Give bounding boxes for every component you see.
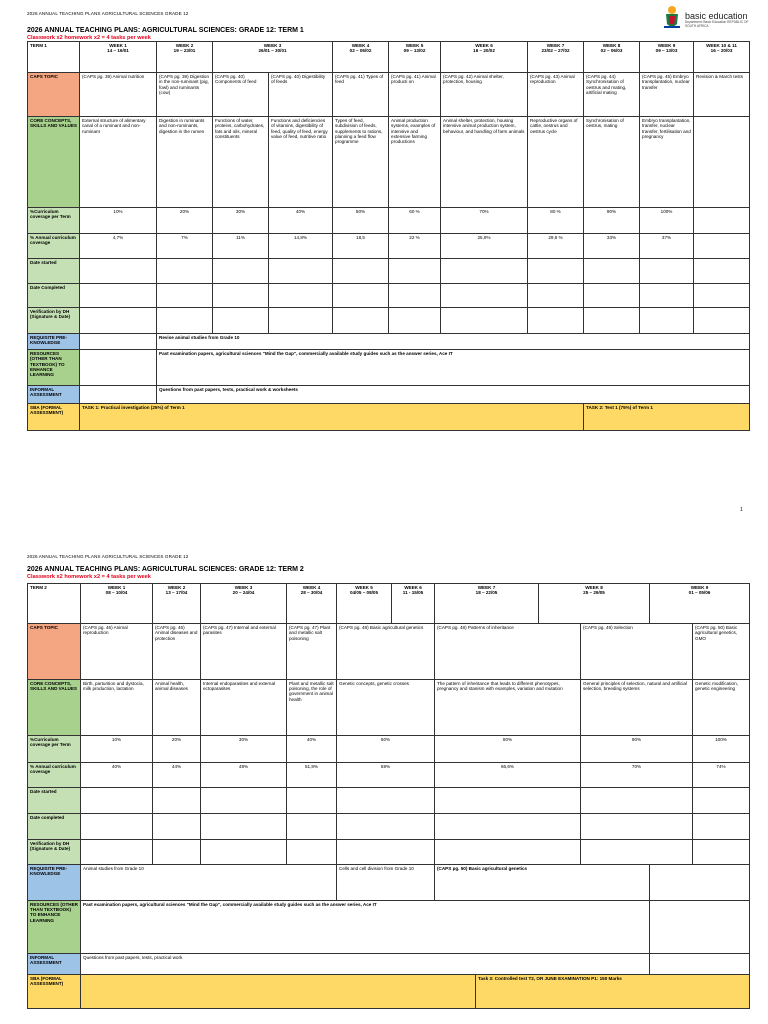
week-3-header: WEEK 3 26/01 – 30/01 <box>213 42 333 73</box>
pct-annual-cell: 25,9% <box>441 234 528 259</box>
caps-cell: (CAPS pg. 50) Basic agricultural genetics, GMO <box>693 623 750 679</box>
core-cell: Digestion in ruminants and non-ruminants, digestion in the rumen <box>157 117 213 208</box>
pct-term-cell: 10% <box>81 735 153 762</box>
date-completed-cell[interactable] <box>157 284 213 308</box>
pct-annual-cell: 48% <box>201 762 287 787</box>
pct-annual-cell: 29,6 % <box>528 234 584 259</box>
date-started-cell[interactable] <box>213 259 269 284</box>
informal-label: INFORMAL ASSESSMENT <box>28 953 81 974</box>
date-completed-row <box>28 813 750 839</box>
verification-cell[interactable] <box>441 308 528 334</box>
pct-term-cell: 20% <box>157 208 213 234</box>
caps-cell: (CAPS pg. 48) Patterns of inheritance <box>435 623 581 679</box>
verification-cell[interactable] <box>693 839 750 864</box>
date-started-cell[interactable] <box>80 259 157 284</box>
week-8-header: WEEK 8 02 – 06/03 <box>584 42 640 73</box>
core-cell: Synchronisation of oestrus, mating <box>584 117 640 208</box>
caps-cell: (CAPS pg. 43) Animal reproduction <box>528 73 584 117</box>
sba-label: SBA (FORMAL ASSESSMENT) <box>28 974 81 1008</box>
pct-annual-cell: 14,8% <box>269 234 333 259</box>
core-concepts-label: CORE CONCEPTS, SKILLS AND VALUES <box>28 117 80 208</box>
week-9-header: WEEK 9 01 – 05/06 <box>650 584 750 624</box>
resources-label: RESOURCES (OTHER THAN TEXTBOOK) TO ENHANCE LEARNING <box>28 900 81 953</box>
date-started-cell[interactable] <box>528 259 584 284</box>
core-cell: Functions and deficiencies of vitamins, digestibility of feed, quality of feed, energy value of feed, nutritive ratio <box>269 117 333 208</box>
pct-annual-cell: 70% <box>581 762 693 787</box>
pct-term-cell: 50% <box>333 208 389 234</box>
informal-text: Questions from past papers, tests, practical work & worksheets <box>157 386 750 404</box>
date-started-cell[interactable] <box>269 259 333 284</box>
term-2-subtitle: Classwork x2 homework x2 = 4 tasks per week <box>27 573 151 580</box>
dbe-logo <box>662 4 750 32</box>
date-started-cell[interactable] <box>287 787 337 813</box>
verification-cell[interactable] <box>213 308 269 334</box>
verification-cell[interactable] <box>287 839 337 864</box>
core-cell: External structure of alimentary canal of a ruminant and non-ruminant <box>80 117 157 208</box>
date-started-cell[interactable] <box>337 787 435 813</box>
date-completed-cell[interactable] <box>333 284 389 308</box>
date-completed-cell[interactable] <box>584 284 640 308</box>
verification-cell[interactable] <box>389 308 441 334</box>
prereq-text-a: Animal studies from Grade 10 <box>81 864 337 900</box>
date-completed-cell[interactable] <box>435 813 581 839</box>
core-cell: Animal health, animal diseases <box>153 679 201 735</box>
date-completed-cell[interactable] <box>441 284 528 308</box>
core-cell: Reproductive organs of cattle, oestrus and oestrus cycle <box>528 117 584 208</box>
sba-task-3: Task 3: Controlled test T2, OR JUNE EXAMINATION P1: 150 Marks <box>476 974 750 1008</box>
date-completed-label: Date Completed <box>28 284 80 308</box>
week-5-header: WEEK 5 09 – 13/02 <box>389 42 441 73</box>
pct-annual-cell: 7% <box>157 234 213 259</box>
caps-cell: (CAPS pg. 40) Components of feed <box>213 73 269 117</box>
pct-annual-cell: 74% <box>693 762 750 787</box>
week-4-header: WEEK 4 28 – 30/04 <box>287 584 337 624</box>
caps-cell: (CAPS pg. 48) Basic agricultural genetics <box>337 623 435 679</box>
week-9-header: WEEK 9 09 – 13/03 <box>640 42 694 73</box>
resources-label: RESOURCES (OTHER THAN TEXTBOOK) TO ENHANCE LEARNING <box>28 350 80 386</box>
date-started-cell[interactable] <box>693 787 750 813</box>
verification-row <box>28 308 750 334</box>
date-started-cell[interactable] <box>441 259 528 284</box>
core-concepts-label: CORE CONCEPTS, SKILLS AND VALUES <box>28 679 81 735</box>
date-completed-cell[interactable] <box>389 284 441 308</box>
week-6-header: WEEK 6 16 – 20/02 <box>441 42 528 73</box>
caps-cell: (CAPS pg. 41) Animal producti on <box>389 73 441 117</box>
caps-cell: (CAPS pg. 46) Animal reproduction <box>81 623 153 679</box>
pct-annual-cell: 40% <box>81 762 153 787</box>
date-started-cell[interactable] <box>81 787 153 813</box>
coat-of-arms-icon <box>662 4 682 31</box>
verification-cell[interactable] <box>694 308 750 334</box>
pct-annual-label: % Annual curriculum coverage <box>28 234 80 259</box>
caps-topic-row <box>28 73 750 117</box>
pct-term-cell: 30% <box>213 208 269 234</box>
verification-cell[interactable] <box>581 839 693 864</box>
verification-cell[interactable] <box>528 308 584 334</box>
week-1-header: WEEK 1 14 – 16/01 <box>80 42 157 73</box>
pct-term-cell: 60% <box>337 735 435 762</box>
pct-term-cell: 80 % <box>528 208 584 234</box>
page-term-2 <box>0 548 768 1024</box>
date-completed-cell[interactable] <box>337 813 435 839</box>
verification-label: Verification by DH (Signature & Date) <box>28 839 81 864</box>
prereq-row <box>28 864 750 900</box>
date-started-row <box>28 259 750 284</box>
core-concepts-row <box>28 679 750 735</box>
date-completed-cell[interactable] <box>287 813 337 839</box>
week-header-row <box>28 42 750 73</box>
pct-term-cell: 40% <box>269 208 333 234</box>
pct-annual-row <box>28 234 750 259</box>
date-completed-cell[interactable] <box>201 813 287 839</box>
verification-cell[interactable] <box>333 308 389 334</box>
core-cell: Functions of water, proteins, carbohydrates, fats and oils, mineral constituents <box>213 117 269 208</box>
pct-term-cell: 80% <box>435 735 581 762</box>
verification-cell[interactable] <box>80 308 157 334</box>
pct-annual-cell: 37% <box>640 234 694 259</box>
running-head: 2026 ANNUAL TEACHING PLANS AGRICULTURAL SCIENCES GRADE 12 <box>27 11 189 16</box>
date-completed-cell[interactable] <box>269 284 333 308</box>
verification-cell[interactable] <box>201 839 287 864</box>
caps-cell: (CAPS pg. 41) Types of feed <box>333 73 389 117</box>
week-2-header: WEEK 2 13 – 17/04 <box>153 584 201 624</box>
week-6-header: WEEK 6 11 - 15/05 <box>392 584 435 624</box>
date-started-cell[interactable] <box>435 787 581 813</box>
core-cell: Types of feed, subdivision of feeds, supplements to rations, planning a feed flow programme <box>333 117 389 208</box>
caps-cell: (CAPS pg. 39) Digestion in the non-ruminant (pig, fowl) and ruminants (cow) <box>157 73 213 117</box>
date-completed-cell[interactable] <box>528 284 584 308</box>
prereq-text: Revise animal studies from Grade 10 <box>157 334 750 350</box>
pct-term-cell: 90% <box>584 208 640 234</box>
verification-cell[interactable] <box>157 308 213 334</box>
sba-task-1: TASK 1: Practical investigation (25%) of Term 1 <box>80 404 584 431</box>
date-completed-cell[interactable] <box>581 813 693 839</box>
pct-annual-cell: 22 % <box>389 234 441 259</box>
date-started-cell[interactable] <box>153 787 201 813</box>
date-completed-cell[interactable] <box>640 284 694 308</box>
sba-row <box>28 404 750 431</box>
core-cell: Internal endoparasites and external ectoparasites <box>201 679 287 735</box>
caps-cell: (CAPS pg. 42) Animal shelter, protection, housing <box>441 73 528 117</box>
week-4-header: WEEK 4 02 – 06/02 <box>333 42 389 73</box>
date-started-label: Date started <box>28 787 81 813</box>
pct-annual-cell: 4,7% <box>80 234 157 259</box>
pct-term-cell: 60 % <box>389 208 441 234</box>
pct-annual-cell: 59% <box>337 762 435 787</box>
resources-text: Past examination papers, agricultural sciences "Mind the Gap", commercially available study guides such as the answer series, Ace IT <box>157 350 750 386</box>
date-started-cell[interactable] <box>640 259 694 284</box>
caps-cell: (CAPS pg. 45) Embryo transplantation, nuclear transfer <box>640 73 694 117</box>
pct-annual-cell: 44% <box>153 762 201 787</box>
verification-cell[interactable] <box>435 839 581 864</box>
date-started-row <box>28 787 750 813</box>
informal-label: INFORMAL ASSESSMENT <box>28 386 80 404</box>
date-completed-cell[interactable] <box>693 813 750 839</box>
pct-annual-cell: 66,6% <box>435 762 581 787</box>
verification-cell[interactable] <box>337 839 435 864</box>
sba-task-2: TASK 2: Test 1 (75%) of Term 1 <box>584 404 750 431</box>
term-label: TERM 1 <box>28 42 80 73</box>
core-cell: The pattern of inheritance that leads to different phenotypes, pregnancy and stanism with examples, variation and mutation <box>435 679 581 735</box>
caps-cell: (CAPS pg. 47) Internal and external parasites <box>201 623 287 679</box>
date-started-cell[interactable] <box>201 787 287 813</box>
date-started-cell[interactable] <box>389 259 441 284</box>
resources-row <box>28 900 750 953</box>
pct-term-cell: 70% <box>441 208 528 234</box>
date-completed-cell[interactable] <box>213 284 269 308</box>
week-header-row <box>28 584 750 624</box>
core-cell: Plant and metallic salt poisoning, the role of government in animal health <box>287 679 337 735</box>
sba-label: SBA (FORMAL ASSESSMENT) <box>28 404 80 431</box>
week-3-header: WEEK 3 20 – 24/04 <box>201 584 287 624</box>
sba-row <box>28 974 750 1008</box>
prereq-row <box>28 334 750 350</box>
week-8-header: WEEK 8 25 – 29/05 <box>539 584 650 624</box>
pct-term-cell: 100% <box>693 735 750 762</box>
caps-cell: (CAPS pg. 46) Animal diseases and protection <box>153 623 201 679</box>
week-10-11-header: WEEK 10 & 11 16 – 20/03 <box>694 42 750 73</box>
logo-text: basic education <box>685 11 748 21</box>
prereq-text-c: (CAPS pg. 50) Basic agricultural genetics <box>435 864 650 900</box>
prereq-text-b: Cells and cell division from Grade 10 <box>337 864 435 900</box>
date-completed-cell[interactable] <box>694 284 750 308</box>
verification-row <box>28 839 750 864</box>
pct-term-row <box>28 208 750 234</box>
informal-row <box>28 386 750 404</box>
page-number: 1 <box>740 507 743 513</box>
caps-topic-row <box>28 623 750 679</box>
caps-cell: (CAPS pg. 49) Selection <box>581 623 693 679</box>
caps-cell: (CAPS pg. 44) Synchronisation of oestrus and mating, artificial mating <box>584 73 640 117</box>
caps-cell: (CAPS pg. 39) Animal nutrition <box>80 73 157 117</box>
pct-term-cell: 30% <box>201 735 287 762</box>
pct-term-cell: 40% <box>287 735 337 762</box>
week-7-header: WEEK 7 23/02 – 27/02 <box>528 42 584 73</box>
date-started-cell[interactable] <box>581 787 693 813</box>
core-concepts-row <box>28 117 750 208</box>
week-5-header: WEEK 5 04/05 – 08/05 <box>337 584 392 624</box>
date-started-label: Date started <box>28 259 80 284</box>
pct-term-cell: 100% <box>640 208 694 234</box>
term-label: TERM 2 <box>28 584 81 624</box>
core-cell: Genetic modification, genetic engineering <box>693 679 750 735</box>
pct-term-cell: 90% <box>581 735 693 762</box>
week-7-header: WEEK 7 18 – 22/05 <box>435 584 539 624</box>
date-completed-row <box>28 284 750 308</box>
date-started-cell[interactable] <box>584 259 640 284</box>
week-1-header: WEEK 1 08 – 10/04 <box>81 584 153 624</box>
resources-text: Past examination papers, agricultural sciences "Mind the Gap", commercially available study guides such as the answer series, Ace IT <box>81 900 650 953</box>
pct-annual-row <box>28 762 750 787</box>
core-cell: Birth, parturition and dystocia, milk production, lactation <box>81 679 153 735</box>
verification-cell[interactable] <box>153 839 201 864</box>
pct-term-row <box>28 735 750 762</box>
core-cell <box>694 117 750 208</box>
core-cell: Genetic concepts, genetic crosses <box>337 679 435 735</box>
resources-row <box>28 350 750 386</box>
pct-annual-cell: 51,8% <box>287 762 337 787</box>
pct-annual-cell: 11% <box>213 234 269 259</box>
running-head: 2026 ANNUAL TEACHING PLANS AGRICULTURAL SCIENCES GRADE 12 <box>27 554 189 559</box>
verification-label: Verification by DH (Signature & Date) <box>28 308 80 334</box>
verification-cell[interactable] <box>640 308 694 334</box>
caps-cell: Revision & March tests <box>694 73 750 117</box>
caps-topic-label: CAPS TOPIC <box>28 73 80 117</box>
verification-cell[interactable] <box>269 308 333 334</box>
verification-cell[interactable] <box>81 839 153 864</box>
caps-topic-label: CAPS TOPIC <box>28 623 81 679</box>
verification-cell[interactable] <box>584 308 640 334</box>
pct-term-cell: 10% <box>80 208 157 234</box>
date-started-cell[interactable] <box>157 259 213 284</box>
pct-annual-cell: 18,5 <box>333 234 389 259</box>
date-completed-cell[interactable] <box>81 813 153 839</box>
date-started-cell[interactable] <box>694 259 750 284</box>
core-cell: Embryo transplantation, transfer, nuclear transfer, fertilisation and pregnancy <box>640 117 694 208</box>
date-completed-label: Date completed <box>28 813 81 839</box>
prereq-label: REQUISITE PRE-KNOWLEDGE <box>28 864 81 900</box>
week-2-header: WEEK 2 19 – 23/01 <box>157 42 213 73</box>
term-1-subtitle: Classwork x2 homework x2 = 4 tasks per week <box>27 34 151 41</box>
date-completed-cell[interactable] <box>153 813 201 839</box>
pct-term-label: %Curriculum coverage per Term <box>28 208 80 234</box>
logo-subtext: Department: Basic Education REPUBLIC OF SOUTH AFRICA <box>685 20 749 28</box>
informal-row <box>28 953 750 974</box>
date-completed-cell[interactable] <box>80 284 157 308</box>
pct-annual-cell <box>694 234 750 259</box>
pct-term-label: %Curriculum coverage per Term <box>28 735 81 762</box>
pct-annual-cell: 33% <box>584 234 640 259</box>
core-cell: Animal shelter, protection, housing intensive animal production system, behaviour, and handling of farm animals <box>441 117 528 208</box>
caps-cell: (CAPS pg. 47) Plant and metallic salt poisoning <box>287 623 337 679</box>
pct-term-cell: 20% <box>153 735 201 762</box>
informal-text: Questions from past papers, tests, practical work <box>81 953 650 974</box>
pct-annual-label: % Annual curriculum coverage <box>28 762 81 787</box>
term-1-title: 2026 ANNUAL TEACHING PLANS: AGRICULTURAL SCIENCES: GRADE 12: TERM 1 <box>27 27 304 34</box>
pct-term-cell <box>694 208 750 234</box>
date-started-cell[interactable] <box>333 259 389 284</box>
prereq-label: REQUISITE PRE-KNOWLEDGE <box>28 334 80 350</box>
caps-cell: (CAPS pg. 40) Digestibility of feeds <box>269 73 333 117</box>
term-1-plan-table <box>27 41 750 431</box>
core-cell: Animal production systems, examples of intensive and extensive farming productions <box>389 117 441 208</box>
term-2-plan-table <box>27 583 750 1009</box>
term-2-title: 2026 ANNUAL TEACHING PLANS: AGRICULTURAL SCIENCES: GRADE 12: TERM 2 <box>27 566 304 573</box>
core-cell: General principles of selection, natural and artificial selection, breeding systems <box>581 679 693 735</box>
